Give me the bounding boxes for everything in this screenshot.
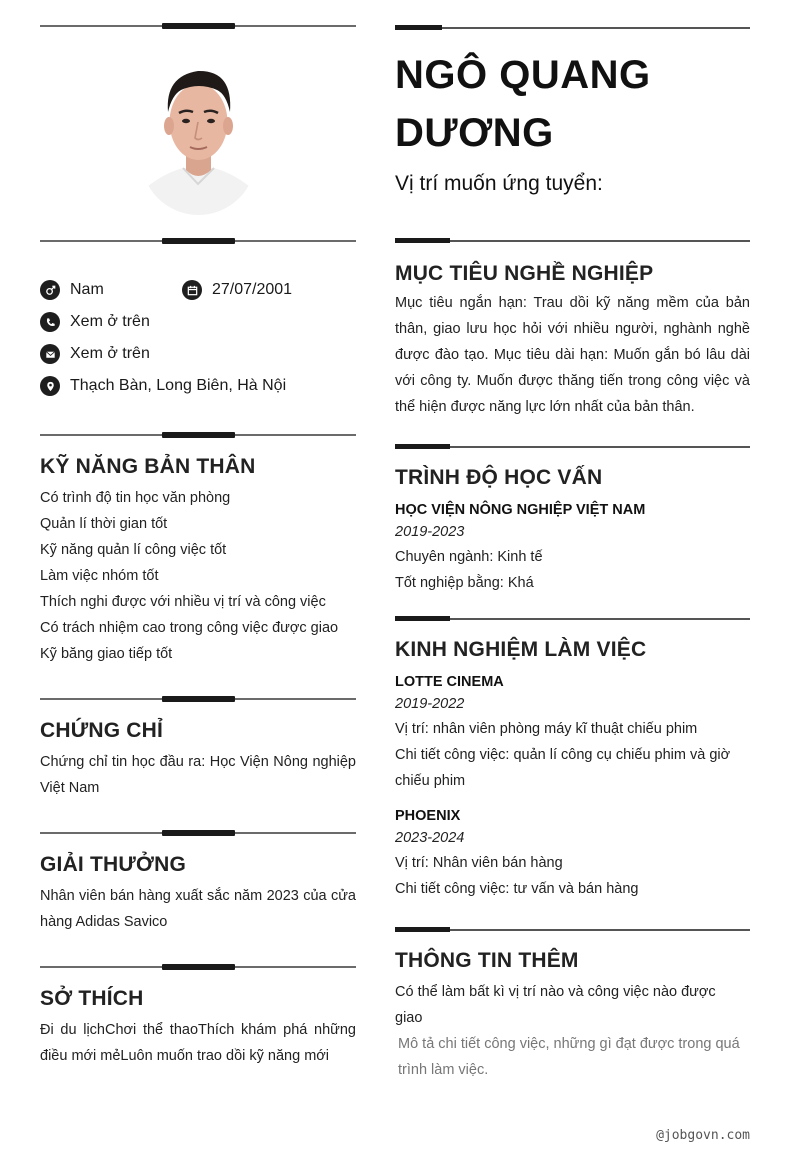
divider (40, 22, 356, 30)
extra-placeholder[interactable]: Mô tả chi tiết công việc, những gì đạt được trong quá trình làm việc. (398, 1036, 740, 1078)
skills-title: KỸ NĂNG BẢN THÂN (40, 455, 256, 478)
phone-value: Xem ở trên (70, 313, 150, 330)
candidate-name-line2: DƯƠNG (395, 111, 554, 155)
job-detail: Chi tiết công việc: quản lí công cụ chiếu phim và giờ chiếu phim (395, 747, 731, 789)
skill-item: Quản lí thời gian tốt (40, 516, 168, 532)
extra-title: THÔNG TIN THÊM (395, 949, 579, 972)
candidate-name-line1: NGÔ QUANG (395, 53, 651, 97)
education-period: 2019-2023 (395, 524, 465, 540)
job-entry (395, 672, 750, 794)
education-school: HỌC VIỆN NÔNG NGHIỆP VIỆT NAM (395, 502, 646, 518)
mail-icon (40, 344, 60, 364)
certificates-section (40, 719, 356, 801)
contact-birthdate (182, 280, 292, 300)
job-period: 2023-2024 (395, 830, 465, 846)
gender-icon (40, 280, 60, 300)
divider (395, 927, 750, 933)
awards-text: Nhân viên bán hàng xuất sắc năm 2023 của cửa hàng Adidas Savico (40, 888, 356, 930)
profile-photo (141, 50, 256, 215)
header (395, 46, 750, 196)
divider (395, 238, 750, 244)
divider (40, 829, 356, 837)
certificates-text: Chứng chỉ tin học đầu ra: Học Viện Nông nghiệp Việt Nam (40, 754, 356, 796)
objective-text: Mục tiêu ngắn hạn: Trau dồi kỹ năng mềm của bản thân, giao lưu học hỏi với nhiều người, nghành nghề được đào tạo. Mục tiêu dài hạn: Muốn gắn bó lâu dài với công ty. Muốn được thăng tiến trong công việc và thể hiện được năng lực lớn nhất của bản thân. (395, 295, 750, 415)
contact-email (40, 344, 150, 364)
position-label: Vị trí muốn ứng tuyển: (395, 172, 603, 195)
divider (40, 431, 356, 439)
skill-item: Thích nghi được với nhiều vị trí và công việc (40, 594, 326, 610)
calendar-icon (182, 280, 202, 300)
job-role: Vị trí: nhân viên phòng máy kĩ thuật chiếu phim (395, 721, 698, 737)
divider (40, 695, 356, 703)
phone-icon (40, 312, 60, 332)
education-section (395, 466, 750, 596)
extra-text: Có thể làm bất kì vị trí nào và công việc nào được giao (395, 984, 716, 1026)
job-entry (395, 806, 750, 902)
email-value: Xem ở trên (70, 345, 150, 362)
education-grade: Tốt nghiệp bằng: Khá (395, 575, 534, 591)
education-title: TRÌNH ĐỘ HỌC VẤN (395, 466, 603, 489)
birthdate-value: 27/07/2001 (212, 281, 293, 298)
divider (395, 25, 750, 31)
skills-list (40, 485, 356, 667)
skill-item: Có trình độ tin học văn phòng (40, 490, 231, 506)
certificates-title: CHỨNG CHỈ (40, 719, 164, 742)
gender-value: Nam (70, 281, 104, 298)
location-pin-icon (40, 376, 60, 396)
address-value: Thạch Bàn, Long Biên, Hà Nội (70, 377, 287, 394)
divider (40, 237, 356, 245)
contact-address (40, 376, 286, 396)
job-role: Vị trí: Nhân viên bán hàng (395, 855, 563, 871)
education-major: Chuyên ngành: Kinh tế (395, 549, 543, 565)
objective-section (395, 262, 750, 420)
hobbies-title: SỞ THÍCH (40, 987, 144, 1010)
divider (395, 444, 750, 450)
job-period: 2019-2022 (395, 696, 465, 712)
contact-phone (40, 312, 150, 332)
extra-section (395, 949, 750, 1083)
objective-title: MỤC TIÊU NGHỀ NGHIỆP (395, 262, 654, 285)
awards-section (40, 853, 356, 935)
divider (40, 963, 356, 971)
job-company: LOTTE CINEMA (395, 674, 504, 690)
skill-item: Kỹ năng quản lí công việc tốt (40, 542, 227, 558)
contact-gender (40, 280, 104, 300)
experience-title: KINH NGHIỆM LÀM VIỆC (395, 638, 647, 661)
skill-item: Làm việc nhóm tốt (40, 568, 159, 584)
skill-item: Có trách nhiệm cao trong công việc được giao (40, 620, 339, 636)
job-company: PHOENIX (395, 808, 461, 824)
skills-section (40, 455, 356, 667)
hobbies-section (40, 987, 356, 1069)
divider (395, 616, 750, 622)
watermark: @jobgovn.com (656, 1128, 750, 1143)
experience-section (395, 638, 750, 902)
hobbies-text: Đi du lịchChơi thể thaoThích khám phá những điều mới mẻLuôn muốn trao dồi kỹ năng mới (40, 1022, 356, 1064)
awards-title: GIẢI THƯỞNG (40, 853, 187, 876)
skill-item: Kỹ băng giao tiếp tốt (40, 646, 173, 662)
job-detail: Chi tiết công việc: tư vấn và bán hàng (395, 881, 639, 897)
